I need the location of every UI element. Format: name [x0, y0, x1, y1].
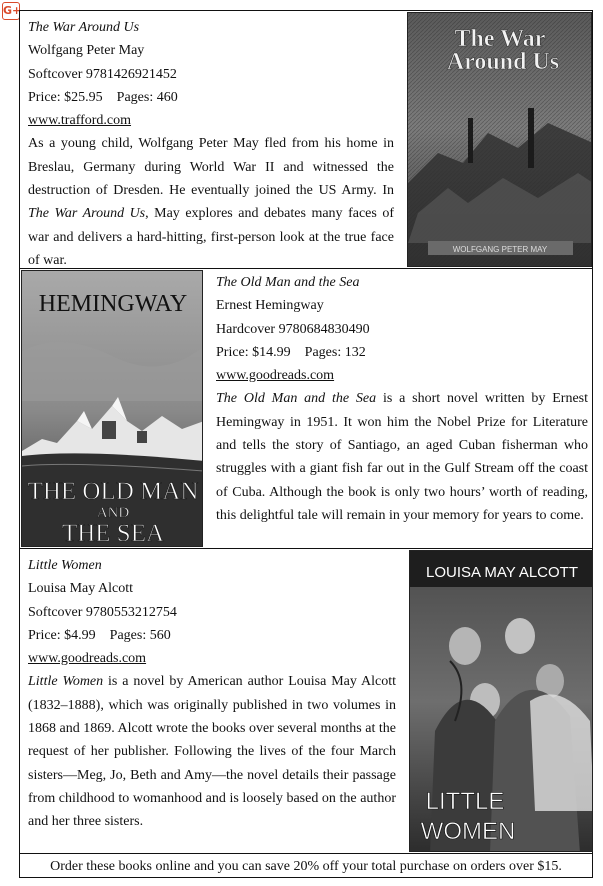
book-description	[216, 387, 588, 527]
book-cover-old-man-and-the-sea	[21, 270, 203, 547]
cover-author: WOLFGANG PETER MAY	[452, 245, 548, 254]
desc-text: is a short novel written by Ernest Hemingway in 1951. It won him the Nobel Prize for Literature and tells the story of Santiago, an aged Cuban fisherman who struggles with a giant fish far out in the Gulf Stream off the coast of Cuba. Although the book is only two hours’ worth of reading, this delightful tale will remain in your memory for years to come.	[216, 391, 588, 523]
cover-title-line: WOMEN	[420, 818, 516, 845]
cover-art	[410, 551, 593, 852]
book-format: Softcover 9780553212754	[28, 604, 177, 620]
book-author: Ernest Hemingway	[216, 298, 324, 314]
book-description	[28, 670, 396, 833]
book-price-line	[216, 341, 588, 364]
book-format: Hardcover 9780684830490	[216, 321, 370, 337]
book-price-line	[28, 86, 394, 109]
book-entry-old-man-and-the-sea	[216, 271, 588, 527]
book-url[interactable]: www.goodreads.com	[216, 368, 335, 384]
cover-author: LOUISA MAY ALCOTT	[426, 564, 578, 581]
cover-art	[22, 271, 203, 547]
desc-title: Little Women	[28, 674, 104, 690]
book-description	[28, 132, 394, 272]
book-price: Price: $25.95	[28, 89, 103, 105]
desc-title: The Old Man and the Sea	[216, 391, 377, 407]
book-pages: Pages: 560	[109, 627, 171, 643]
book-entry-war-around-us	[28, 16, 394, 272]
cover-art	[408, 13, 592, 267]
book-cover-little-women	[409, 550, 593, 852]
book-entry-little-women	[28, 554, 396, 834]
desc-text: , May explores and debates many faces of war and delivers a hard-hitting, first-person look at the true face of war.	[28, 206, 394, 268]
book-url[interactable]: www.trafford.com	[28, 113, 132, 129]
divider-2	[19, 548, 593, 549]
book-url[interactable]: www.goodreads.com	[28, 651, 147, 667]
divider-3	[19, 853, 593, 854]
cover-title-line: Around Us	[446, 49, 560, 75]
cover-title-line: The War	[454, 26, 546, 52]
book-title: The War Around Us	[28, 20, 140, 35]
book-cover-war-around-us	[407, 12, 592, 267]
cover-title-line: LITTLE	[425, 788, 505, 815]
desc-text: As a young child, Wolfgang Peter May fled from his home in Breslau, Germany during World War II and witnessed the destruction of Dresden. He eventually joined the US Army. In	[28, 136, 394, 199]
g-plus-icon[interactable]: G+	[2, 2, 20, 20]
desc-text: is a novel by American author Louisa May Alcott (1832–1888), which was originally published in two volumes in 1868 and 1869. Alcott wrote the books over several months at the request of her publisher. Following the lives of the four March sisters—Meg, Jo, Beth and Amy—the novel details their passage from childhood to womanhood and is loosely based on the author and her three sisters.	[28, 674, 396, 830]
book-format: Softcover 9781426921452	[28, 66, 177, 82]
book-price-line	[28, 624, 396, 647]
book-author: Louisa May Alcott	[28, 581, 133, 597]
book-title: The Old Man and the Sea	[216, 275, 360, 290]
desc-title: The War Around Us	[28, 206, 146, 222]
book-pages: Pages: 460	[116, 89, 178, 105]
book-price: Price: $14.99	[216, 344, 291, 360]
cover-title-line: THE SEA	[61, 520, 165, 547]
book-title: Little Women	[28, 558, 102, 573]
book-price: Price: $4.99	[28, 627, 96, 643]
cover-author: HEMINGWAY	[38, 291, 188, 317]
book-pages: Pages: 132	[304, 344, 366, 360]
cover-title-line: AND	[96, 505, 130, 521]
cover-title-line: THE OLD MAN	[27, 478, 199, 505]
promo-footer: Order these books online and you can save 20% off your total purchase on orders over $15.	[50, 859, 562, 874]
book-author: Wolfgang Peter May	[28, 43, 145, 59]
